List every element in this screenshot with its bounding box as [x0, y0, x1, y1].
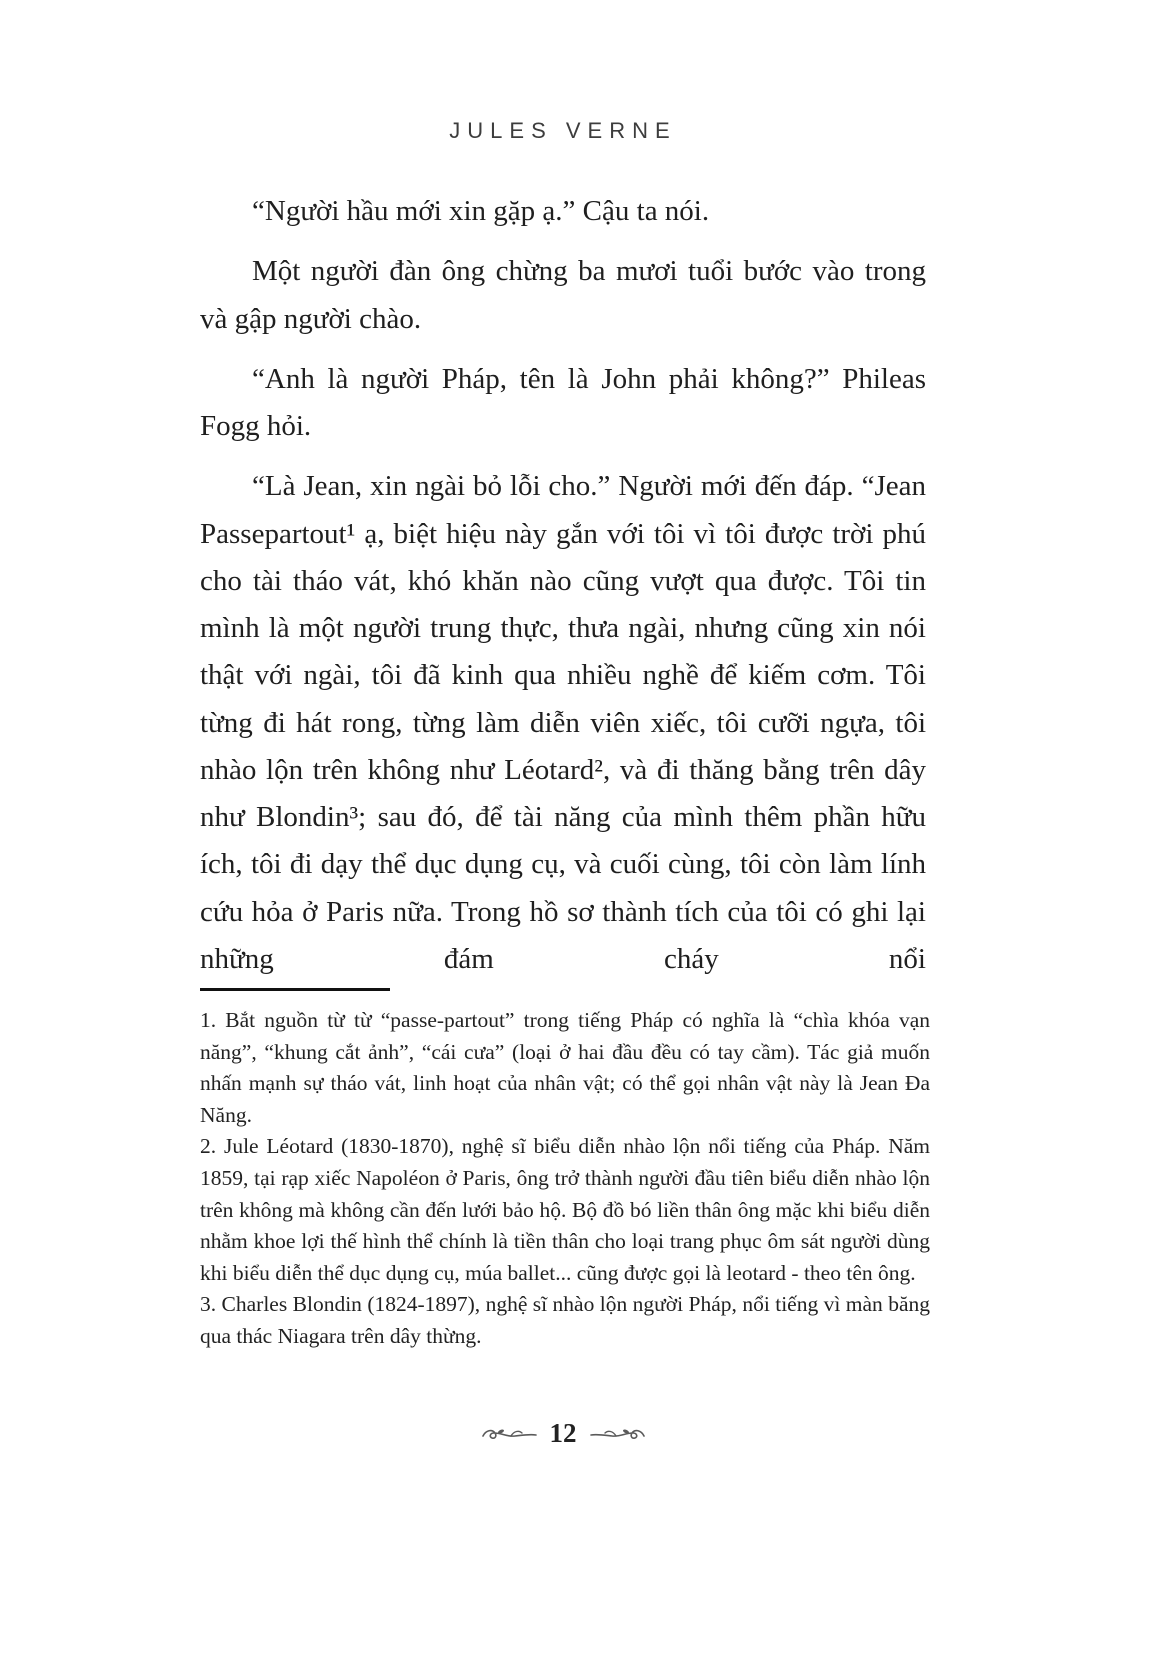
running-header: JULES VERNE: [449, 118, 677, 143]
paragraph: Một người đàn ông chừng ba mươi tuổi bước vào trong và gập người chào.: [200, 255, 926, 335]
footnote-1: 1. Bắt nguồn từ từ “passe-partout” trong tiếng Pháp có nghĩa là “chìa khóa vạn năng”, “khung cắt ảnh”, “cái cưa” (loại ở hai đầu đều có tay cầm). Tác giả muốn nhấn mạnh sự tháo vát, linh hoạt của nhân vật; có thể gọi nhân vật này là Jean Đa Năng.: [200, 1008, 930, 1127]
page-footer: [200, 1420, 926, 1447]
footnote-3: 3. Charles Blondin (1824-1897), nghệ sĩ nhào lộn người Pháp, nổi tiếng vì màn băng qua thác Niagara trên dây thừng.: [200, 1292, 930, 1348]
page-number: 12: [549, 1418, 577, 1448]
footnotes-section: [200, 988, 930, 1353]
paragraph: “Người hầu mới xin gặp ạ.” Cậu ta nói.: [252, 195, 710, 227]
paragraph: “Anh là người Pháp, tên là John phải không?” Phileas Fogg hỏi.: [200, 362, 926, 443]
footnote-2: 2. Jule Léotard (1830-1870), nghệ sĩ biểu diễn nhào lộn nổi tiếng của Pháp. Năm 1859, tại rạp xiếc Napoléon ở Paris, ông trở thành người đầu tiên biểu diễn nhào lộn trên không mà không cần đến lưới bảo hộ. Bộ đồ bó liền thân ông mặc khi biểu diễn nhằm khoe lợi thế hình thể chính là tiền thân cho loại trang phục ôm sát người dùng khi biểu diễn thể dục dụng cụ, múa ballet... cũng được gọi là leotard - theo tên ông.: [200, 1134, 930, 1285]
body-text: [200, 188, 926, 983]
floral-flourish-left-icon: [480, 1425, 538, 1443]
footnote-separator: [200, 988, 390, 991]
paragraph: “Là Jean, xin ngài bỏ lỗi cho.” Người mới đến đáp. “Jean Passepartout¹ ạ, biệt hiệu này gắn với tôi vì tôi được trời phú cho tài tháo vát, khó khăn nào cũng vượt qua được. Tôi tin mình là một người trung thực, thưa ngài, nhưng cũng xin nói thật với ngài, tôi đã kinh qua nhiều nghề để kiếm cơm. Tôi từng đi hát rong, từng làm diễn viên xiếc, tôi cưỡi ngựa, tôi nhào lộn trên không như Léotard², và đi thăng bằng trên dây như Blondin³; sau đó, để tài năng của mình thêm phần hữu ích, tôi đi dạy thể dục dụng cụ, và cuối cùng, tôi còn làm lính cứu hỏa ở Paris nữa. Trong hồ sơ thành tích của tôi có ghi lại những đám cháy nổi: [200, 470, 926, 975]
floral-flourish-right-icon: [589, 1425, 647, 1443]
